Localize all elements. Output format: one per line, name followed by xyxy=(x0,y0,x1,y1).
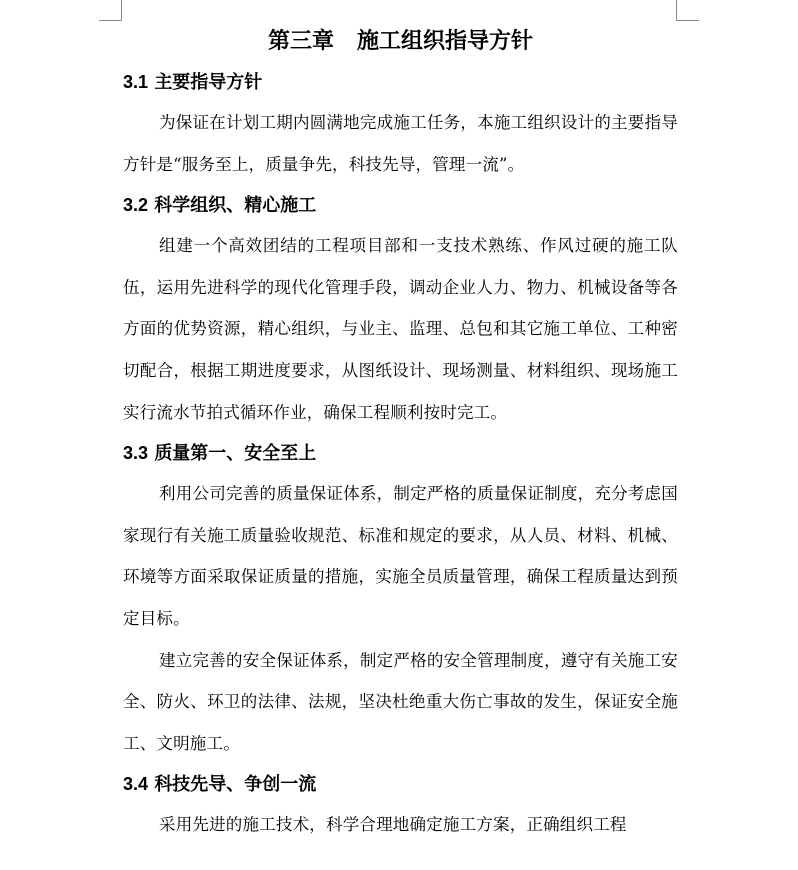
section-title: 科技先导、争创一流 xyxy=(154,774,317,796)
section-heading-3-3 xyxy=(123,433,678,473)
section-number: 3.1 xyxy=(123,72,149,92)
section-title: 科学组织、精心施工 xyxy=(154,195,317,217)
paragraph: 为保证在计划工期内圆满地完成施工任务，本施工组织设计的主要指导方针是“服务至上，质量争先，科技先导，管理一流”。 xyxy=(123,113,678,174)
paragraph: 组建一个高效团结的工程项目部和一支技术熟练、作风过硬的施工队伍，运用先进科学的现代化管理手段，调动企业人力、物力、机械设备等各方面的优势资源，精心组织，与业主、监理、总包和其它施工单位、工种密切配合，根据工期进度要求，从图纸设计、现场测量、材料组织、现场施工实行流水节拍式循环作业，确保工程顺利按时完工。 xyxy=(123,236,678,422)
section-heading-3-2 xyxy=(123,185,678,225)
paragraph: 利用公司完善的质量保证体系，制定严格的质量保证制度，充分考虑国家现行有关施工质量验收规范、标准和规定的要求，从人员、材料、机械、环境等方面采取保证质量的措施，实施全员质量管理，确保工程质量达到预定目标。 xyxy=(123,484,678,628)
paragraph: 建立完善的安全保证体系，制定严格的安全管理制度，遵守有关施工安全、防火、环卫的法律、法规，坚决杜绝重大伤亡事故的发生，保证安全施工、文明施工。 xyxy=(123,650,678,753)
paragraph: 采用先进的施工技术，科学合理地确定施工方案，正确组织工程 xyxy=(159,815,627,835)
chapter-title: 第三章 施工组织指导方针 xyxy=(268,29,533,54)
section-title: 质量第一、安全至上 xyxy=(154,443,317,465)
section-number: 3.4 xyxy=(123,774,149,795)
page-corner-mark-left xyxy=(99,0,122,21)
section-title: 主要指导方针 xyxy=(154,72,263,93)
section-heading-3-1 xyxy=(123,62,678,102)
section-number: 3.3 xyxy=(123,443,149,464)
document-page xyxy=(123,22,678,846)
section-number: 3.2 xyxy=(123,195,149,216)
section-heading-3-4 xyxy=(123,764,678,804)
page-corner-mark-right xyxy=(676,0,699,21)
